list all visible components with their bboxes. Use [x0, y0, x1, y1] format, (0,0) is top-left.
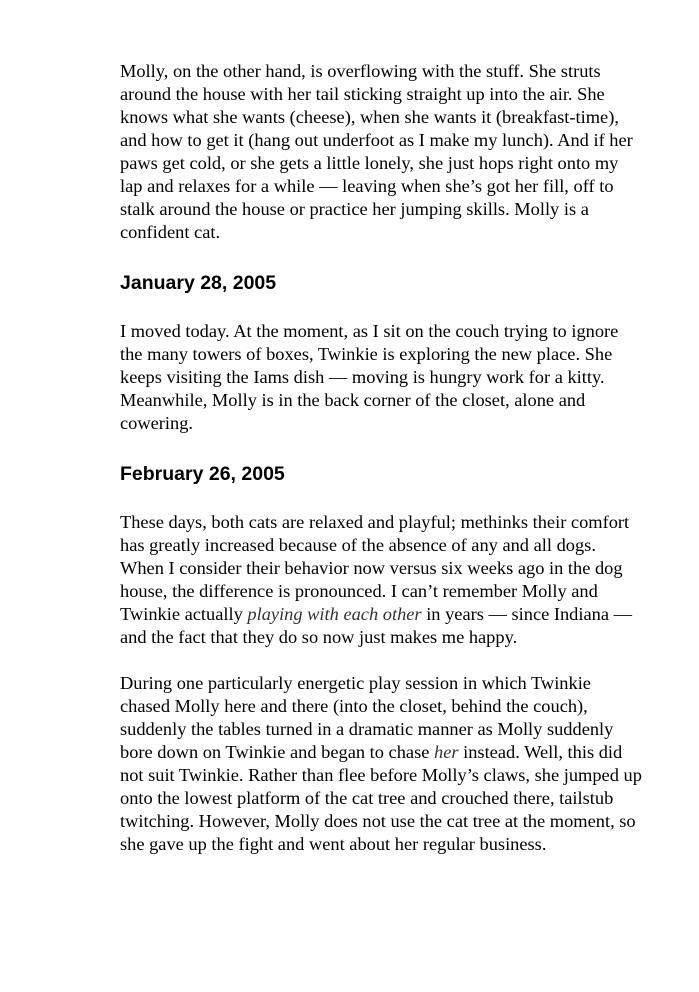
- paragraph-play-session: [120, 672, 642, 856]
- emphasis-text: playing with each other: [247, 604, 422, 624]
- document-page: [120, 60, 642, 856]
- paragraph-text: in years — since Indiana — and the fact that they do so now just makes me happy.: [120, 604, 632, 647]
- paragraph-text: instead. Well, this did not suit Twinkie. Rather than flee before Molly’s claws, she jumped up onto the lowest platform of the cat tree and crouched there, tailstub twitching. However, Molly does not use the cat tree at the moment, so she gave up the fight and went about her regular business.: [120, 742, 642, 854]
- paragraph-molly-confidence: Molly, on the other hand, is overflowing with the stuff. She struts around the house with her tail sticking straight up into the air. She knows what she wants (cheese), when she wants it (breakfast-time), and how to get it (hang out underfoot as I make my lunch). And if her paws get cold, or she gets a little lonely, she just hops right onto my lap and relaxes for a while — leaving when she’s got her fill, off to stalk around the house or practice her jumping skills. Molly is a confident cat.: [120, 61, 633, 242]
- entry-heading-jan-28: January 28, 2005: [120, 272, 277, 294]
- paragraph-moving-day: I moved today. At the moment, as I sit on the couch trying to ignore the many towers of boxes, Twinkie is exploring the new place. She keeps visiting the Iams dish — moving is hungry work for a kitty. Meanwhile, Molly is in the back corner of the closet, alone and cowering.: [120, 321, 619, 433]
- paragraph-text: These days, both cats are relaxed and playful; methinks their comfort has greatly increased because of the absence of any and all dogs. When I consider their behavior now versus six weeks ago in the dog house, the difference is pronounced. I can’t remember Molly and Twinkie actually: [120, 512, 630, 624]
- entry-heading-feb-26: February 26, 2005: [120, 463, 285, 485]
- paragraph-relaxed-cats: [120, 511, 642, 649]
- emphasis-text: her: [434, 742, 459, 762]
- paragraph-text: During one particularly energetic play session in which Twinkie chased Molly here and there (into the closet, behind the couch), suddenly the tables turned in a dramatic manner as Molly suddenly bore down on Twinkie and began to chase: [120, 673, 614, 762]
